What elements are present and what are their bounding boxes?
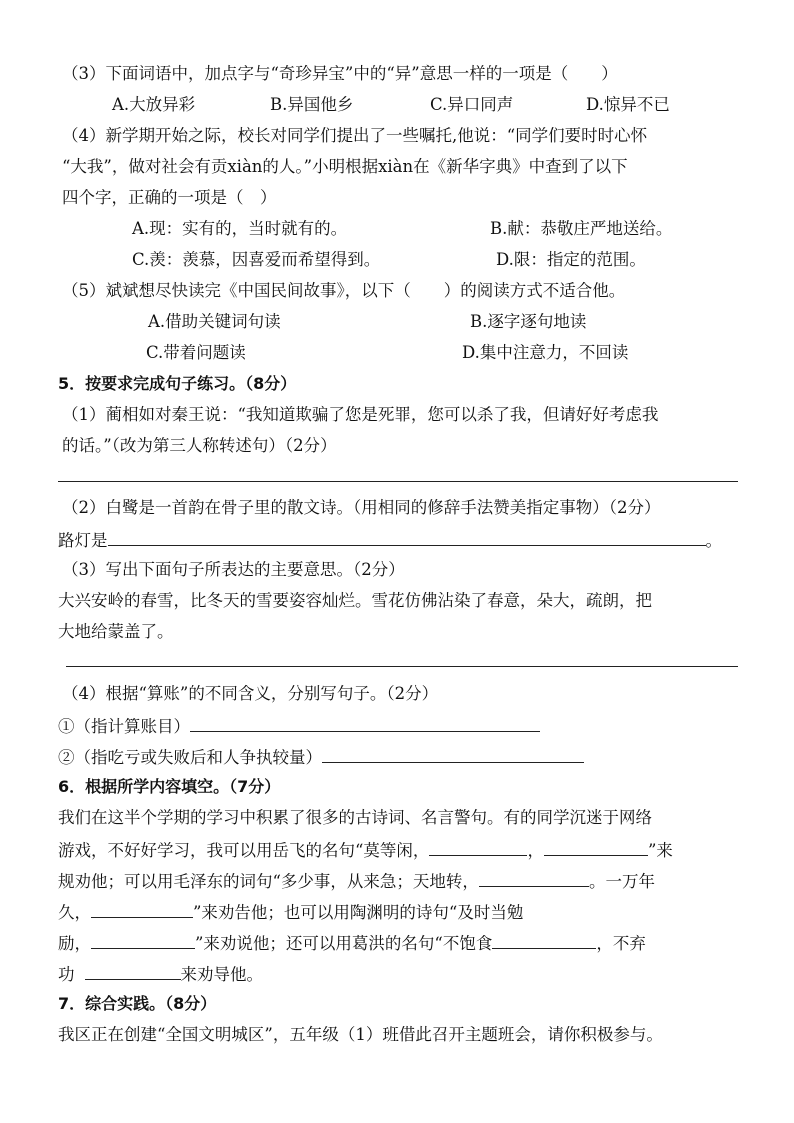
q6-line5-mid: ”来劝说他；还可以用葛洪的名句“不饱食 [195,934,493,953]
q6-line2-end: ”来 [647,841,673,860]
q4-4-option-d: D.限：指定的范围。 [496,250,646,269]
q7-title: 7．综合实践。（8分） [58,994,217,1013]
q7-line1: 我区正在创建“全国文明城区”，五年级（1）班借此召开主题班会，请你积极参与。 [58,1025,663,1044]
q6-blank-5[interactable] [91,930,195,949]
q5-4-item1-row [58,713,540,737]
q6-line3 [58,868,655,892]
q4-3-option-a: A.大放异彩 [112,95,196,114]
q5-2-prefix: 路灯是 [58,531,108,550]
q6-line6-end: 来劝导他。 [180,965,263,984]
q5-4-item1-blank[interactable] [190,713,540,732]
q5-2-blank[interactable] [108,527,706,546]
q6-line2-comma: ， [527,841,544,860]
q6-line5-end: ，不弃 [596,934,646,953]
q6-blank-1[interactable] [429,837,527,856]
q5-3-line2: 大地给蒙盖了。 [58,622,174,641]
q4-4-option-b: B.献：恭敬庄严地送给。 [490,219,673,238]
q5-title: 5．按要求完成句子练习。（8分） [58,374,297,393]
q6-line6 [58,961,263,985]
q4-5-option-a: A.借助关键词句读 [148,312,281,331]
q6-blank-3[interactable] [479,868,589,887]
q6-line3-end: 。一万年 [588,872,655,891]
q6-line1: 我们在这半个学期的学习中积累了很多的古诗词、名言警句。有的同学沉迷于网络 [58,808,652,827]
q4-3-option-b: B.异国他乡 [270,95,354,114]
q6-title: 6．根据所学内容填空。（7分） [58,777,281,796]
q6-line2-text: 游戏，不好好学习，我可以用岳飞的名句“莫等闲， [58,841,430,860]
q4-5-stem: （5）斌斌想尽快读完《中国民间故事》，以下（ ）的阅读方式不适合他。 [62,281,626,300]
q6-line4-end: ”来劝告他；也可以用陶渊明的诗句“及时当勉 [193,903,524,922]
q5-1-line2: 的话。”（改为第三人称转述句）（2分） [62,436,337,455]
q4-5-option-d: D.集中注意力，不回读 [462,343,629,362]
q5-1-answer-line[interactable] [58,481,738,482]
q5-4-stem: （4）根据“算账”的不同含义，分别写句子。（2分） [62,684,439,703]
q4-5-option-b: B.逐字逐句地读 [470,312,587,331]
q6-line4-text: 久， [58,903,91,922]
q5-4-item2-row [58,744,584,768]
q4-4-option-c: C.羡：羡慕，因喜爱而希望得到。 [132,250,381,269]
q4-3-stem: （3）下面词语中，加点字与“奇珍异宝”中的“异”意思一样的一项是（ ） [62,64,618,83]
q6-blank-2[interactable] [544,837,648,856]
q6-line4 [58,899,523,923]
q5-2-answer-row [58,527,722,551]
q4-3-option-d: D.惊异不已 [586,95,670,114]
q4-3-option-c: C.异口同声 [430,95,514,114]
q5-3-line1: 大兴安岭的春雪，比冬天的雪要姿容灿烂。雪花仿佛沾染了春意，朵大，疏朗，把 [58,591,652,610]
q4-4-line3: 四个字，正确的一项是（ ） [62,188,277,207]
q6-line3-text: 规劝他；可以用毛泽东的词句“多少事，从来急；天地转， [58,872,479,891]
q6-line6-text: 功 [58,965,75,984]
q5-4-item2: ②（指吃亏或失败后和人争执较量） [58,748,322,767]
q4-4-line1: （4）新学期开始之际，校长对同学们提出了一些嘱托,他说：“同学们要时时心怀 [62,126,648,145]
q5-2-stem: （2）白鹭是一首韵在骨子里的散文诗。（用相同的修辞手法赞美指定事物）（2分） [62,498,661,517]
q6-blank-6[interactable] [492,930,596,949]
q5-1-line1: （1）蔺相如对秦王说：“我知道欺骗了您是死罪，您可以杀了我，但请好好考虑我 [62,405,659,424]
q5-4-item1: ①（指计算账目） [58,717,190,736]
q5-2-end: 。 [705,531,722,550]
q6-blank-4[interactable] [91,899,193,918]
q6-line5 [58,930,646,954]
q4-5-option-c: C.带着问题读 [146,343,246,362]
q6-line5-text: 励， [58,934,91,953]
q5-3-stem: （3）写出下面句子所表达的主要意思。（2分） [62,560,405,579]
q4-4-option-a: A.现：实有的，当时就有的。 [132,219,348,238]
q5-4-item2-blank[interactable] [322,744,584,763]
q5-3-answer-line[interactable] [66,666,738,667]
q6-line2 [58,837,673,861]
q4-4-line2: “大我”，做对社会有贡xiàn的人。”小明根据xiàn在《新华字典》中查到了以下 [62,157,628,176]
q6-blank-7[interactable] [85,961,181,980]
